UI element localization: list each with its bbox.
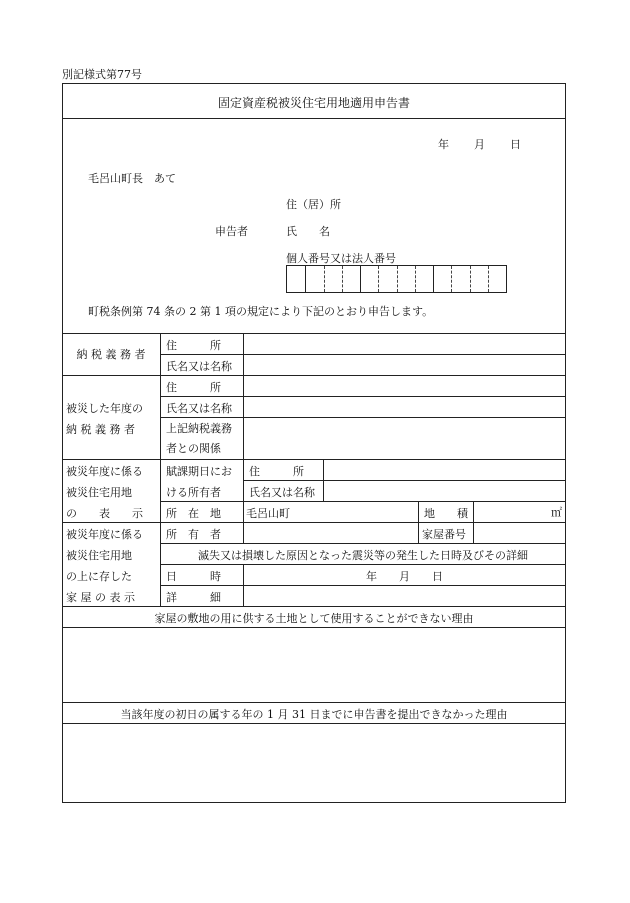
- date-day: 日: [510, 138, 521, 151]
- reason2-header: 当該年度の初日の属する年の 1 月 31 日までに申告書を提出できなかった理由: [120, 708, 508, 721]
- datetime-label: 日 時: [166, 570, 221, 583]
- house-section-label: [66, 524, 156, 608]
- divider: [243, 459, 244, 522]
- form-title: 固定資産税被災住宅用地適用申告書: [217, 96, 410, 110]
- form-number: 別記様式第77号: [62, 68, 142, 81]
- id-digit-separator: [342, 266, 343, 292]
- land-owner-address-label: 住 所: [249, 465, 304, 478]
- id-digit-separator: [470, 266, 471, 292]
- date-month: 月: [474, 138, 485, 151]
- divider: [418, 501, 419, 543]
- disaster-taxpayer-name-label: 氏名又は名称: [166, 402, 232, 415]
- reason1-header: 家屋の敷地の用に供する土地として使用することができない理由: [154, 612, 474, 625]
- disaster-taxpayer-section-label: [66, 398, 143, 440]
- owner-label-line: 賦課期日にお: [166, 465, 232, 478]
- section-label-line: 被災年度に係る: [66, 465, 143, 478]
- section-label-line: 納 税 義 務 者: [76, 348, 146, 361]
- house-owner-field[interactable]: [244, 523, 417, 543]
- owner-at-assessment-label: [166, 461, 232, 503]
- section-label-line: 家 屋 の 表 示: [66, 591, 135, 604]
- section-label-line: 被災した年度の: [66, 402, 143, 415]
- datetime-value[interactable]: 年 月 日: [366, 570, 443, 583]
- area-unit: ㎡: [551, 506, 562, 519]
- id-number-boxes[interactable]: [286, 265, 507, 293]
- relation-label: [166, 419, 232, 459]
- disaster-taxpayer-address-field[interactable]: [244, 376, 565, 396]
- applicant-name-label: 氏 名: [286, 225, 330, 238]
- disaster-taxpayer-address-label: 住 所: [166, 381, 221, 394]
- id-digit-separator: [488, 266, 489, 292]
- relation-label-line: 上記納税義務: [166, 422, 232, 435]
- id-number-label: 個人番号又は法人番号: [286, 252, 396, 265]
- id-digit-separator: [378, 266, 379, 292]
- section-label-line: 被災住宅用地: [66, 486, 132, 499]
- details-field[interactable]: [244, 586, 565, 606]
- id-digit-separator: [360, 266, 361, 292]
- id-digit-separator: [415, 266, 416, 292]
- land-owner-name-field[interactable]: [324, 481, 565, 501]
- id-digit-separator: [433, 266, 434, 292]
- divider: [160, 543, 566, 544]
- applicant-address-label: 住（居）所: [286, 198, 341, 211]
- divider: [160, 333, 161, 606]
- owner-label-line: ける所有者: [166, 486, 221, 499]
- land-owner-name-label: 氏名又は名称: [249, 486, 315, 499]
- area-field[interactable]: [474, 502, 549, 522]
- land-owner-address-field[interactable]: [324, 460, 565, 480]
- details-label: 詳 細: [166, 591, 221, 604]
- house-number-field[interactable]: [474, 523, 565, 543]
- destruction-header: 滅失又は損壊した原因となった震災等の発生した日時及びその詳細: [198, 549, 528, 562]
- section-label-line: 納 税 義 務 者: [66, 423, 135, 436]
- area-label: 地 積: [424, 507, 468, 520]
- reason2-field[interactable]: [63, 724, 565, 802]
- date-year: 年: [438, 138, 449, 151]
- reason1-field[interactable]: [63, 628, 565, 702]
- relation-field[interactable]: [244, 418, 565, 459]
- taxpayer-name-label: 氏名又は名称: [166, 360, 232, 373]
- id-digit-separator: [397, 266, 398, 292]
- applicant-label: 申告者: [215, 225, 248, 238]
- land-section-label: [66, 461, 156, 524]
- house-number-label: 家屋番号: [422, 528, 466, 541]
- taxpayer-address-field[interactable]: [244, 334, 565, 354]
- id-digit-separator: [324, 266, 325, 292]
- declaration-text: 町税条例第 74 条の 2 第 1 項の規定により下記のとおり申告します。: [88, 305, 434, 318]
- divider: [62, 702, 566, 703]
- section-label-line: 被災住宅用地: [66, 549, 132, 562]
- house-owner-label: 所 有 者: [166, 528, 221, 541]
- taxpayer-name-field[interactable]: [244, 355, 565, 375]
- divider: [62, 118, 566, 119]
- section-label-line: の上に存した: [66, 570, 132, 583]
- location-label: 所 在 地: [166, 507, 221, 520]
- divider: [160, 564, 566, 565]
- location-value[interactable]: 毛呂山町: [246, 507, 290, 520]
- section-label-line: 被災年度に係る: [66, 528, 143, 541]
- relation-label-line: 者との関係: [166, 442, 221, 455]
- taxpayer-section-label: [62, 333, 160, 375]
- section-label-line: の 表 示: [66, 507, 143, 520]
- taxpayer-address-label: 住 所: [166, 339, 221, 352]
- id-digit-separator: [451, 266, 452, 292]
- id-digit-separator: [305, 266, 306, 292]
- addressee: 毛呂山町長 あて: [88, 172, 176, 185]
- disaster-taxpayer-name-field[interactable]: [244, 397, 565, 417]
